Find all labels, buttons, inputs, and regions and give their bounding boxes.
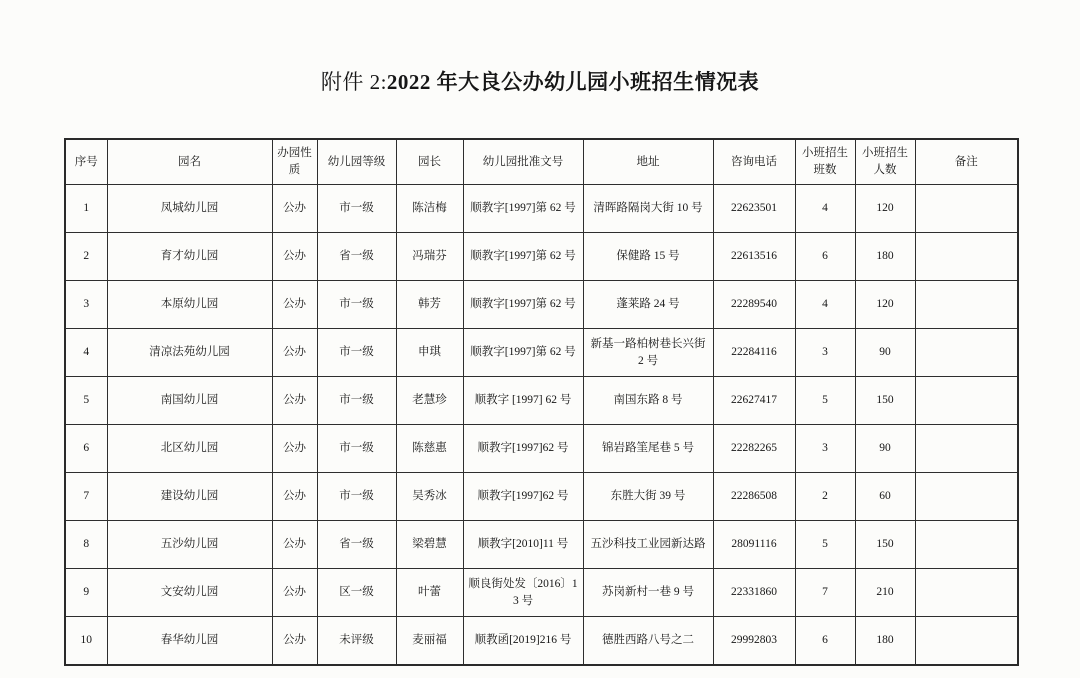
column-header-students: 小班招生人数 [855,139,915,185]
column-header-approval: 幼儿园批准文号 [463,139,583,185]
cell-seq: 2 [65,233,107,281]
cell-seq: 10 [65,617,107,666]
cell-remarks [915,473,1018,521]
table-row [65,473,1018,521]
cell-remarks [915,233,1018,281]
cell-principal: 梁碧慧 [396,521,463,569]
column-header-nature: 办园性质 [272,139,317,185]
cell-remarks [915,329,1018,377]
column-header-remarks: 备注 [915,139,1018,185]
cell-seq: 9 [65,569,107,617]
table-row [65,521,1018,569]
cell-students: 60 [855,473,915,521]
attachment-label: 附件 2: [320,70,387,94]
enrollment-table [64,138,1019,666]
cell-classes: 4 [795,281,855,329]
cell-principal: 陈洁梅 [396,185,463,233]
cell-classes: 5 [795,377,855,425]
cell-nature: 公办 [272,569,317,617]
cell-grade: 省一级 [317,521,396,569]
cell-grade: 市一级 [317,185,396,233]
cell-grade: 市一级 [317,329,396,377]
cell-approval: 顺教字 [1997] 62 号 [463,377,583,425]
cell-nature: 公办 [272,281,317,329]
document-title-text: 2022 年大良公办幼儿园小班招生情况表 [386,70,760,94]
cell-principal: 冯瑞芬 [396,233,463,281]
cell-principal: 麦丽福 [396,617,463,666]
column-header-address: 地址 [583,139,713,185]
cell-seq: 3 [65,281,107,329]
cell-approval: 顺教字[1997]62 号 [463,473,583,521]
table-row [65,185,1018,233]
cell-seq: 7 [65,473,107,521]
cell-address: 保健路 15 号 [583,233,713,281]
cell-phone: 22282265 [713,425,795,473]
cell-seq: 4 [65,329,107,377]
cell-principal: 叶蕾 [396,569,463,617]
cell-approval: 顺良街处发〔2016〕13 号 [463,569,583,617]
cell-phone: 22627417 [713,377,795,425]
cell-approval: 顺教字[1997]第 62 号 [463,329,583,377]
cell-grade: 市一级 [317,425,396,473]
cell-students: 90 [855,329,915,377]
cell-approval: 顺教字[1997]第 62 号 [463,233,583,281]
cell-remarks [915,521,1018,569]
column-header-phone: 咨询电话 [713,139,795,185]
cell-grade: 市一级 [317,281,396,329]
cell-remarks [915,185,1018,233]
table-row [65,329,1018,377]
cell-name: 文安幼儿园 [107,569,272,617]
cell-address: 德胜西路八号之二 [583,617,713,666]
cell-remarks [915,425,1018,473]
cell-phone: 29992803 [713,617,795,666]
cell-classes: 4 [795,185,855,233]
cell-seq: 1 [65,185,107,233]
cell-students: 120 [855,185,915,233]
cell-phone: 22289540 [713,281,795,329]
cell-nature: 公办 [272,233,317,281]
cell-name: 育才幼儿园 [107,233,272,281]
cell-classes: 7 [795,569,855,617]
cell-grade: 市一级 [317,377,396,425]
cell-phone: 22623501 [713,185,795,233]
cell-address: 东胜大街 39 号 [583,473,713,521]
cell-remarks [915,569,1018,617]
cell-phone: 22284116 [713,329,795,377]
cell-phone: 28091116 [713,521,795,569]
cell-address: 新基一路柏树巷长兴街 2 号 [583,329,713,377]
cell-grade: 市一级 [317,473,396,521]
cell-classes: 3 [795,329,855,377]
cell-name: 本原幼儿园 [107,281,272,329]
cell-nature: 公办 [272,521,317,569]
cell-grade: 未评级 [317,617,396,666]
cell-remarks [915,281,1018,329]
table-row [65,617,1018,666]
cell-students: 150 [855,521,915,569]
cell-principal: 申琪 [396,329,463,377]
cell-classes: 6 [795,617,855,666]
cell-address: 清晖路隔岗大街 10 号 [583,185,713,233]
cell-principal: 老慧珍 [396,377,463,425]
cell-address: 蓬莱路 24 号 [583,281,713,329]
cell-remarks [915,617,1018,666]
cell-classes: 3 [795,425,855,473]
cell-seq: 8 [65,521,107,569]
cell-principal: 韩芳 [396,281,463,329]
cell-phone: 22331860 [713,569,795,617]
column-header-principal: 园长 [396,139,463,185]
cell-approval: 顺教字[2010]11 号 [463,521,583,569]
cell-address: 锦岩路筀尾巷 5 号 [583,425,713,473]
cell-classes: 5 [795,521,855,569]
cell-phone: 22286508 [713,473,795,521]
table-header-row [65,139,1018,185]
cell-principal: 陈慈惠 [396,425,463,473]
cell-name: 五沙幼儿园 [107,521,272,569]
cell-address: 五沙科技工业园新达路 [583,521,713,569]
column-header-name: 园名 [107,139,272,185]
cell-name: 凤城幼儿园 [107,185,272,233]
column-header-classes: 小班招生班数 [795,139,855,185]
cell-seq: 5 [65,377,107,425]
cell-nature: 公办 [272,185,317,233]
cell-name: 清凉法苑幼儿园 [107,329,272,377]
cell-nature: 公办 [272,329,317,377]
cell-name: 北区幼儿园 [107,425,272,473]
cell-students: 150 [855,377,915,425]
page-title [0,66,1080,96]
cell-nature: 公办 [272,425,317,473]
table-row [65,377,1018,425]
cell-nature: 公办 [272,617,317,666]
table-row [65,233,1018,281]
cell-principal: 吴秀冰 [396,473,463,521]
cell-students: 120 [855,281,915,329]
cell-name: 建设幼儿园 [107,473,272,521]
table-row [65,425,1018,473]
cell-classes: 6 [795,233,855,281]
cell-approval: 顺教字[1997]第 62 号 [463,281,583,329]
table-body [65,185,1018,666]
cell-nature: 公办 [272,377,317,425]
table-row [65,569,1018,617]
column-header-seq: 序号 [65,139,107,185]
cell-grade: 省一级 [317,233,396,281]
cell-classes: 2 [795,473,855,521]
cell-nature: 公办 [272,473,317,521]
cell-address: 苏岗新村一巷 9 号 [583,569,713,617]
cell-approval: 顺教字[1997]第 62 号 [463,185,583,233]
cell-name: 南国幼儿园 [107,377,272,425]
cell-students: 180 [855,617,915,666]
cell-approval: 顺教字[1997]62 号 [463,425,583,473]
column-header-grade: 幼儿园等级 [317,139,396,185]
cell-address: 南国东路 8 号 [583,377,713,425]
cell-approval: 顺教函[2019]216 号 [463,617,583,666]
cell-students: 90 [855,425,915,473]
table-row [65,281,1018,329]
cell-name: 春华幼儿园 [107,617,272,666]
cell-phone: 22613516 [713,233,795,281]
cell-grade: 区一级 [317,569,396,617]
cell-seq: 6 [65,425,107,473]
cell-students: 180 [855,233,915,281]
cell-remarks [915,377,1018,425]
cell-students: 210 [855,569,915,617]
